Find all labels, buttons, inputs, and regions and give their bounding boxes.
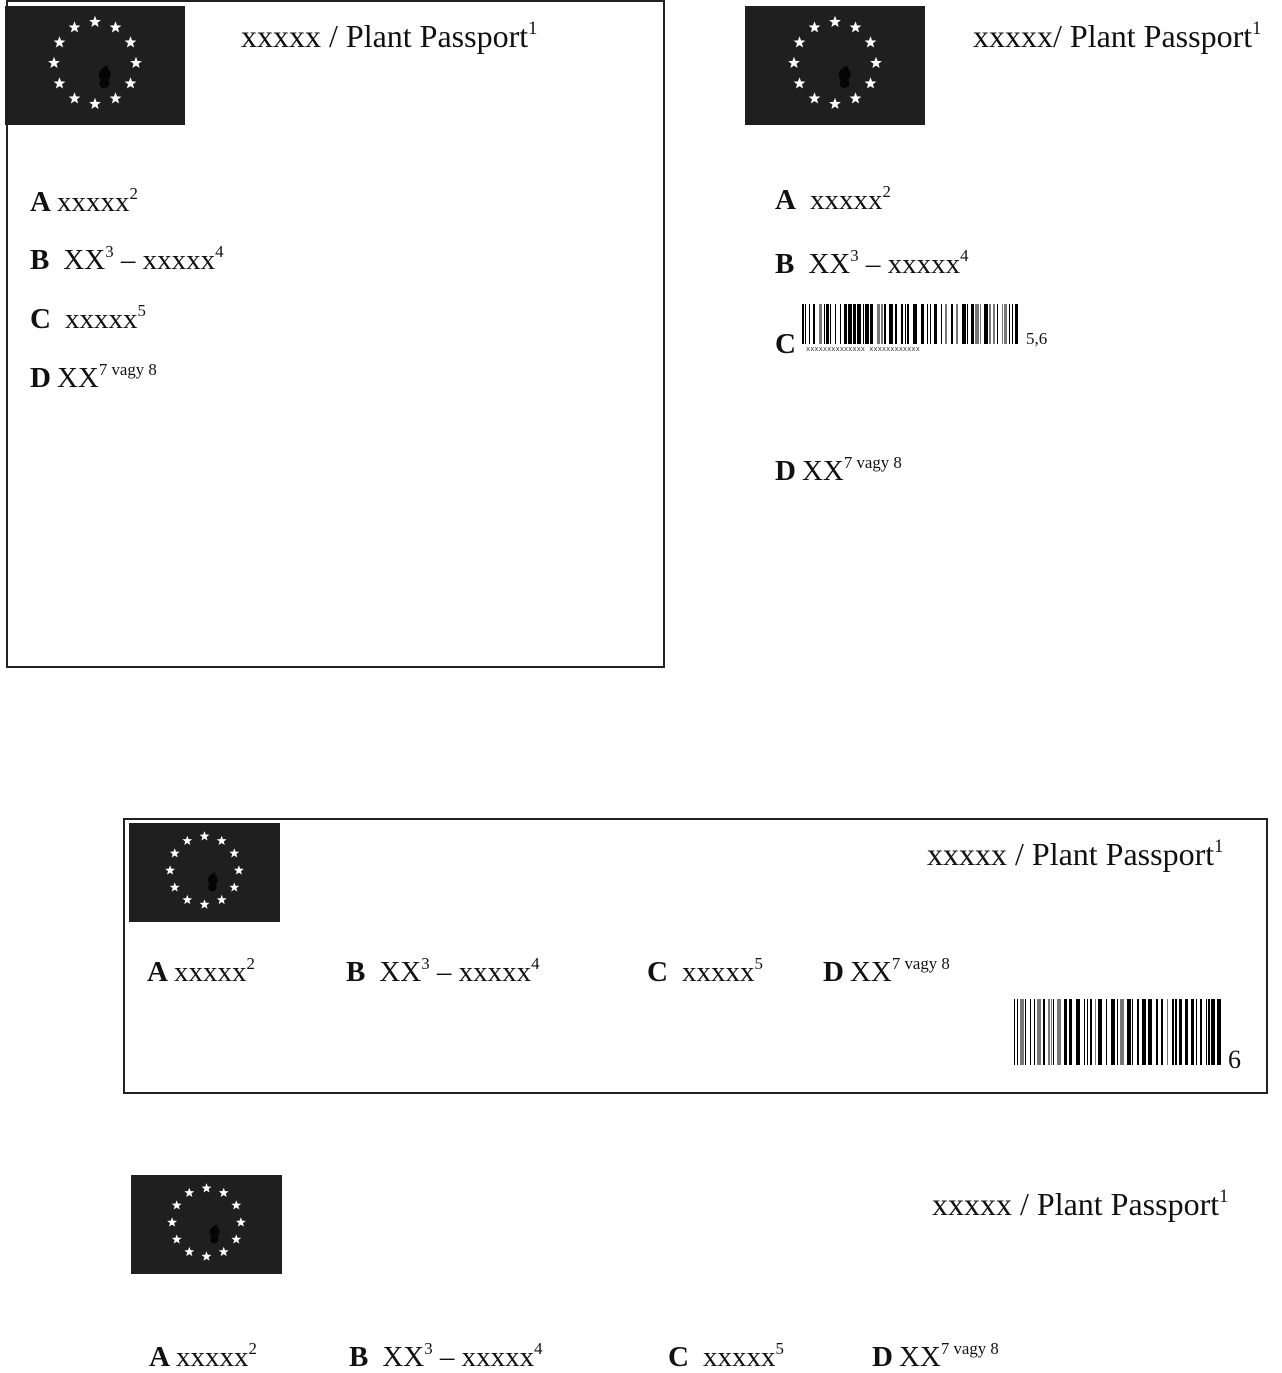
passport-1-line-b: B $XX^3$ – xxxxx$^4$ (30, 241, 224, 276)
flag-star-icon (850, 92, 862, 103)
flag-star-icon (184, 1188, 194, 1197)
barcode-bar (1208, 999, 1210, 1065)
barcode-bar (907, 304, 909, 344)
passport-2-barcode-text: xxxxxxxxxxxxxx xxxxxxxxxxxx (806, 346, 920, 353)
barcode-bar (945, 304, 947, 344)
passport-2-eu-flag-icon (745, 6, 925, 125)
flag-star-icon (172, 1234, 182, 1243)
flag-star-icon (167, 1217, 177, 1226)
flag-star-icon (231, 1234, 241, 1243)
barcode-bar (1017, 999, 1018, 1065)
flag-star-icon (48, 57, 60, 68)
flag-star-icon (125, 36, 137, 47)
flag-star-icon (865, 77, 877, 88)
barcode-bar (830, 304, 831, 344)
barcode-bar (997, 304, 998, 344)
barcode-bar (1025, 999, 1026, 1065)
barcode-bar (1137, 999, 1139, 1065)
barcode-bar (1175, 999, 1177, 1065)
passport-2-barcode-label: 5,6 (1026, 329, 1048, 348)
flag-star-icon (125, 77, 137, 88)
flag-mark-icon (99, 66, 111, 88)
barcode-bar (956, 304, 958, 344)
barcode-bar (1043, 999, 1045, 1065)
barcode-bar (848, 304, 852, 344)
barcode-bar (1037, 999, 1041, 1065)
flag-star-icon (794, 77, 806, 88)
flag-star-icon (229, 882, 239, 891)
flag-star-icon (219, 1188, 229, 1197)
barcode-bar (1211, 999, 1215, 1065)
flag-star-icon (865, 36, 877, 47)
barcode-bar (881, 304, 883, 344)
barcode-bar (927, 304, 928, 344)
flag-star-icon (172, 1200, 182, 1209)
barcode-bar (1120, 999, 1124, 1065)
barcode-bar (1004, 304, 1007, 344)
passport-3-line-a: A xxxxx$^2$ (147, 953, 255, 988)
barcode-bar (863, 304, 864, 344)
barcode-bar (844, 304, 847, 344)
passport-1-line-a: A xxxxx$^2$ (30, 183, 138, 218)
barcode-bar (1048, 999, 1050, 1065)
barcode-bar (941, 304, 942, 344)
passport-3-line-b: B $XX^3$ – xxxxx$^4$ (346, 953, 540, 988)
flag-star-icon (870, 57, 882, 68)
barcode-bar (853, 304, 856, 344)
barcode-bar (1106, 999, 1107, 1065)
flag-star-icon (184, 1247, 194, 1256)
passport-1-title: xxxxx / Plant Passport$^1$ (241, 17, 538, 54)
barcode-bar (989, 304, 991, 344)
barcode-bar (980, 304, 981, 344)
passport-1-line-d: D $XX^{7 vagy 8}$ (30, 359, 157, 394)
barcode-bar (1020, 999, 1024, 1065)
barcode-bar (870, 304, 873, 344)
barcode-bar (1111, 999, 1115, 1065)
flag-star-icon (788, 57, 800, 68)
barcode-bar (951, 304, 953, 344)
barcode-bar (1117, 999, 1118, 1065)
barcode-bar (984, 304, 988, 344)
barcode-bar (1148, 999, 1152, 1065)
flag-star-icon (202, 1183, 212, 1192)
passport-1-line-c: C xxxxx$^5$ (30, 300, 146, 335)
barcode-bar (1200, 999, 1202, 1065)
barcode-bar (826, 304, 829, 344)
barcode-bar (975, 304, 979, 344)
barcode-bar (1206, 999, 1207, 1065)
passport-3-eu-flag-icon (129, 823, 280, 922)
barcode-bar (1053, 999, 1054, 1065)
barcode-bar (857, 304, 861, 344)
barcode-bar (967, 304, 968, 344)
barcode-bar (1191, 999, 1194, 1065)
flag-star-icon (69, 92, 81, 103)
barcode-bar (1185, 999, 1188, 1065)
barcode-bar (809, 304, 810, 344)
flag-star-icon (69, 21, 81, 32)
passport-2-title: xxxxx/ Plant Passport$^1$ (973, 17, 1262, 54)
barcode-bar (901, 304, 903, 344)
barcode-bar (921, 304, 924, 344)
barcode-bar (1095, 999, 1096, 1065)
barcode-bar (824, 304, 825, 344)
barcode-bar (1179, 999, 1182, 1065)
barcode-bar (1076, 999, 1080, 1065)
barcode-bar (1142, 999, 1146, 1065)
flag-mark-icon (208, 873, 218, 892)
barcode-bar (1002, 304, 1003, 344)
flag-star-icon (170, 882, 180, 891)
barcode-bar (1030, 999, 1031, 1065)
barcode-bar (1015, 304, 1018, 344)
barcode-bar (930, 304, 931, 344)
barcode-bar (1057, 999, 1061, 1065)
flag-star-icon (217, 895, 227, 904)
barcode-bar (962, 304, 966, 344)
flag-star-icon (850, 21, 862, 32)
flag-star-icon (231, 1200, 241, 1209)
barcode-bar (913, 304, 917, 344)
flag-star-icon (170, 848, 180, 857)
passport-4-line-c: C xxxxx$^5$ (668, 1338, 784, 1373)
passport-2-line-c: C (775, 328, 796, 360)
passport-2-line-a: A xxxxx$^2$ (775, 181, 891, 216)
flag-star-icon (110, 92, 122, 103)
barcode-bar (934, 304, 937, 344)
barcode-bar (1087, 999, 1088, 1065)
passport-4-line-b: B $XX^3$ – xxxxx$^4$ (349, 1338, 543, 1373)
passport-3-line-d: D $XX^{7 vagy 8}$ (823, 953, 950, 988)
flag-star-icon (234, 865, 244, 874)
barcode-bar (819, 304, 822, 344)
flag-star-icon (202, 1251, 212, 1260)
barcode-bar (1098, 999, 1102, 1065)
passport-4-line-a: A xxxxx$^2$ (149, 1338, 257, 1373)
barcode-bar (895, 304, 897, 344)
flag-star-icon (217, 836, 227, 845)
flag-star-icon (182, 895, 192, 904)
barcode-bar (1069, 999, 1072, 1065)
passport-2-barcode-icon (802, 304, 1024, 348)
flag-star-icon (829, 16, 841, 27)
flag-star-icon (89, 16, 101, 27)
flag-star-icon (829, 98, 841, 109)
barcode-bar (835, 304, 836, 344)
passport-4-title: xxxxx / Plant Passport$^1$ (932, 1185, 1229, 1222)
barcode-bar (877, 304, 880, 344)
passport-3-barcode-icon (1014, 999, 1221, 1065)
flag-star-icon (200, 899, 210, 908)
passport-2-line-d: D $XX^{7 vagy 8}$ (775, 452, 902, 487)
barcode-bar (1012, 304, 1013, 344)
barcode-bar (1161, 999, 1163, 1065)
flag-star-icon (182, 836, 192, 845)
flag-star-icon (54, 77, 66, 88)
barcode-bar (884, 304, 886, 344)
passport-3-barcode-label: 6 (1228, 1045, 1241, 1074)
passport-4-eu-flag-icon (131, 1175, 282, 1274)
barcode-bar (1217, 999, 1221, 1065)
barcode-bar (1009, 304, 1010, 344)
flag-mark-icon (839, 66, 851, 88)
passport-1-eu-flag-icon (5, 6, 185, 125)
barcode-bar (1090, 999, 1092, 1065)
flag-star-icon (794, 36, 806, 47)
passport-3-title: xxxxx / Plant Passport$^1$ (927, 835, 1224, 872)
barcode-bar (905, 304, 906, 344)
barcode-bar (889, 304, 893, 344)
passport-4-line-d: D $XX^{7 vagy 8}$ (872, 1338, 999, 1373)
barcode-bar (1132, 999, 1133, 1065)
flag-star-icon (229, 848, 239, 857)
passport-2-line-b: B $XX^3$ – xxxxx$^4$ (775, 245, 969, 280)
barcode-bar (813, 304, 815, 344)
barcode-bar (805, 304, 806, 344)
flag-star-icon (200, 831, 210, 840)
barcode-bar (993, 304, 995, 344)
barcode-bar (1167, 999, 1168, 1065)
flag-mark-icon (210, 1225, 220, 1244)
barcode-bar (1084, 999, 1085, 1065)
barcode-bar (1172, 999, 1174, 1065)
passport-3-line-c: C xxxxx$^5$ (647, 953, 763, 988)
flag-star-icon (110, 21, 122, 32)
barcode-bar (1014, 999, 1015, 1065)
barcode-bar (1156, 999, 1158, 1065)
barcode-bar (971, 304, 974, 344)
barcode-bar (1196, 999, 1197, 1065)
flag-star-icon (809, 21, 821, 32)
barcode-bar (1064, 999, 1067, 1065)
flag-star-icon (89, 98, 101, 109)
flag-star-icon (236, 1217, 246, 1226)
flag-star-icon (165, 865, 175, 874)
barcode-bar (865, 304, 869, 344)
flag-star-icon (130, 57, 142, 68)
flag-star-icon (219, 1247, 229, 1256)
flag-star-icon (54, 36, 66, 47)
flag-star-icon (809, 92, 821, 103)
barcode-bar (840, 304, 841, 344)
barcode-bar (1034, 999, 1035, 1065)
barcode-bar (1051, 999, 1052, 1065)
barcode-bar (1127, 999, 1131, 1065)
barcode-bar (802, 304, 804, 344)
